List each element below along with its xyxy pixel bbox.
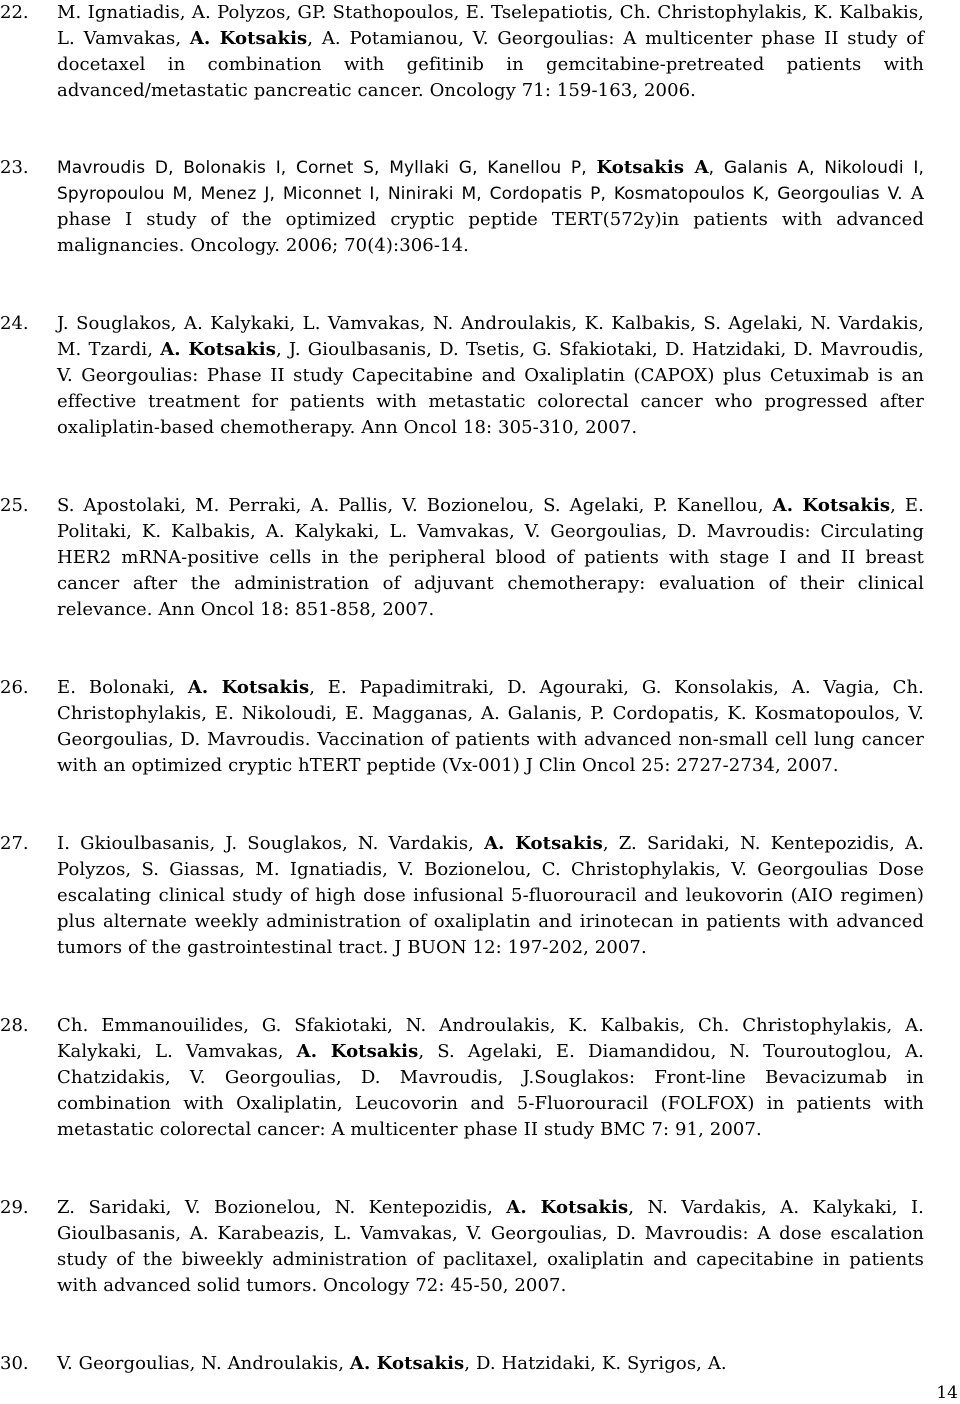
reference-citation: , S. Agelaki, E. Diamandidou, N. Touroutoglou, A. Chatzidakis, V. Georgoulias, D. Mavroudis, J.Souglakos: Front-line Bevacizumab in combination with Oxaliplatin, Leucovorin and 5-Fluorouracil (FOLFOX) in patients with metastatic colorectal cancer: A multicenter phase II study BMC 7: 91, 2007. [57, 1041, 924, 1140]
highlighted-author: A. Kotsakis [349, 1353, 465, 1374]
reference-number: 25. [0, 495, 29, 516]
reference-text [57, 155, 924, 259]
reference-citation: , N. Vardakis, A. Kalykaki, I. Gioulbasanis, A. Karabeazis, L. Vamvakas, V. Georgoulias, D. Mavroudis: A dose escalation study of the biweekly administration of paclitaxel, oxaliplatin and capecitabine in patients with advanced solid tumors. Oncology 72: 45-50, 2007. [57, 1197, 924, 1296]
reference-citation: , D. Hatzidaki, K. Syrigos, A. [464, 1353, 727, 1374]
reference-citation: , E. Papadimitraki, D. Agouraki, G. Konsolakis, A. Vagia, Ch. Christophylakis, E. Nikoloudi, E. Magganas, A. Galanis, P. Cordopatis, K. Kosmatopoulos, V. Georgoulias, D. Mavroudis. Vaccination of patients with advanced non-small cell lung cancer with an optimized cryptic hTERT peptide (Vx-001) J Clin Oncol 25: 2727-2734, 2007. [57, 677, 924, 776]
reference-text [57, 311, 924, 441]
reference-entry-24 [0, 311, 924, 441]
reference-authors-continued: , Galanis A, Nikoloudi I, Spyropoulou M, Menez J, Miconnet I, Niniraki M, Cordopatis P, Kosmatopoulos K, Georgoulias V. [57, 158, 924, 204]
highlighted-author: A. Kotsakis [296, 1041, 419, 1062]
reference-authors: Ch. Emmanouilides, G. Sfakiotaki, N. Androulakis, K. Kalbakis, Ch. Christophylakis, A. Kalykaki, L. Vamvakas, [57, 1015, 924, 1062]
reference-number: 27. [0, 833, 29, 854]
reference-authors: I. Gkioulbasanis, J. Souglakos, N. Vardakis, [57, 833, 485, 854]
reference-authors: V. Georgoulias, N. Androulakis, [57, 1353, 350, 1374]
reference-number: 23. [0, 157, 29, 178]
reference-authors: M. Ignatiadis, A. Polyzos, GP. Stathopoulos, E. Tselepatiotis, Ch. Christophylakis, K. Kalbakis, L. Vamvakas, [57, 2, 924, 49]
reference-number: 26. [0, 677, 29, 698]
reference-entry-30 [0, 1351, 924, 1377]
reference-text [57, 675, 924, 779]
highlighted-author: A. Kotsakis [187, 677, 310, 698]
reference-text [57, 1351, 924, 1377]
reference-number: 30. [0, 1353, 29, 1374]
reference-text [57, 831, 924, 961]
reference-entry-25 [0, 493, 924, 623]
reference-entry-22 [0, 0, 924, 104]
highlighted-author: A. Kotsakis [484, 833, 603, 854]
reference-entry-27 [0, 831, 924, 961]
reference-entry-29 [0, 1195, 924, 1299]
highlighted-author: Kotsakis A [596, 157, 709, 178]
reference-citation: , Z. Saridaki, N. Kentepozidis, A. Polyzos, S. Giassas, M. Ignatiadis, V. Bozionelou, C. Christophylakis, V. Georgoulias Dose escalating clinical study of high dose infusional 5-fluorouracil and leukovorin (AIO regimen) plus alternate weekly administration of oxaliplatin and irinotecan in patients with advanced tumors of the gastrointestinal tract. J BUON 12: 197-202, 2007. [57, 833, 924, 958]
reference-text [57, 493, 924, 623]
reference-citation: , E. Politaki, K. Kalbakis, A. Kalykaki, L. Vamvakas, V. Georgoulias, D. Mavroudis: Circulating HER2 mRNA-positive cells in the peripheral blood of patients with stage I and II breast cancer after the administration of adjuvant chemotherapy: evaluation of their clinical relevance. Ann Oncol 18: 851-858, 2007. [57, 495, 924, 620]
reference-number: 28. [0, 1015, 29, 1036]
reference-authors: Mavroudis D, Bolonakis I, Cornet S, Myllaki G, Kanellou P, [57, 158, 597, 178]
reference-citation: , A. Potamianou, V. Georgoulias: A multicenter phase II study of docetaxel in combination with gefitinib in gemcitabine-pretreated patients with advanced/metastatic pancreatic cancer. Oncology 71: 159-163, 2006. [57, 28, 924, 101]
page-number: 14 [936, 1383, 958, 1403]
highlighted-author: A. Kotsakis [189, 28, 308, 49]
reference-authors: E. Bolonaki, [57, 677, 188, 698]
reference-number: 24. [0, 313, 29, 334]
reference-number: 29. [0, 1197, 29, 1218]
reference-text [57, 1013, 924, 1143]
reference-text [57, 0, 924, 104]
reference-citation: A phase I study of the optimized cryptic peptide TERT(572y)in patients with advanced malignancies. Oncology. 2006; 70(4):306-14. [57, 183, 924, 256]
highlighted-author: A. Kotsakis [160, 339, 276, 360]
highlighted-author: A. Kotsakis [506, 1197, 629, 1218]
reference-number: 22. [0, 2, 29, 23]
reference-entry-26 [0, 675, 924, 779]
reference-citation: , J. Gioulbasanis, D. Tsetis, G. Sfakiotaki, D. Hatzidaki, D. Mavroudis, V. Georgoulias: Phase II study Capecitabine and Oxaliplatin (CAPOX) plus Cetuximab is an effective treatment for patients with metastatic colorectal cancer who progressed after oxaliplatin-based chemotherapy. Ann Oncol 18: 305-310, 2007. [57, 339, 924, 438]
reference-entry-23 [0, 155, 924, 259]
reference-authors: S. Apostolaki, M. Perraki, A. Pallis, V. Bozionelou, S. Agelaki, P. Kanellou, [57, 495, 773, 516]
highlighted-author: A. Kotsakis [772, 495, 891, 516]
reference-text [57, 1195, 924, 1299]
reference-entry-28 [0, 1013, 924, 1143]
reference-authors: J. Souglakos, A. Kalykaki, L. Vamvakas, N. Androulakis, K. Kalbakis, S. Agelaki, N. Vardakis, M. Tzardi, [57, 313, 924, 360]
reference-authors: Z. Saridaki, V. Bozionelou, N. Kentepozidis, [57, 1197, 507, 1218]
